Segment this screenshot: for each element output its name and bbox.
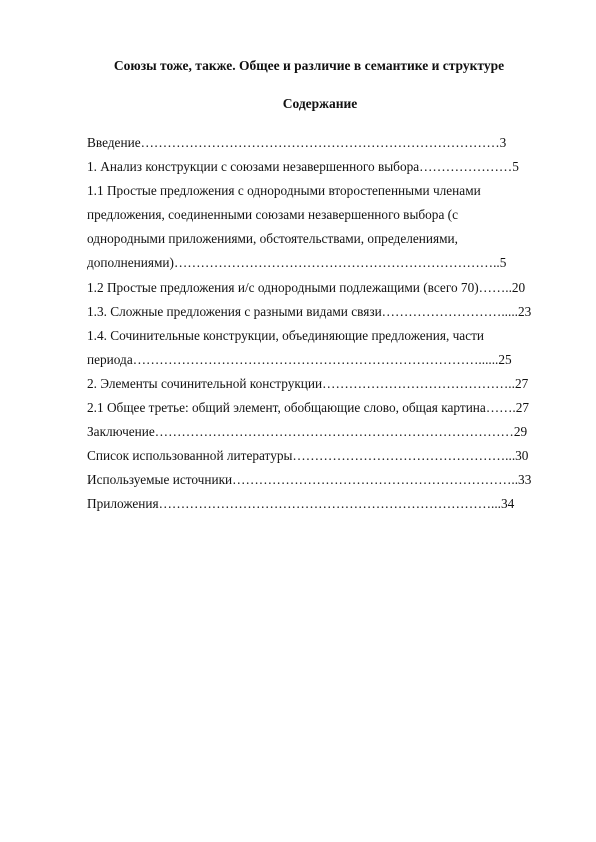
toc-line: 1. Анализ конструкции с союзами незавершенного выбора…………………5 (87, 159, 519, 175)
toc-line: однородными приложениями, обстоятельствами, определениями, (87, 231, 458, 247)
toc-line: дополнениями)………………………………………………………………..5 (87, 255, 507, 271)
document-title: Союзы тоже, также. Общее и различие в семантике и структуре (113, 58, 505, 73)
toc-line: Список использованной литературы…………………………………………...30 (87, 448, 529, 464)
toc-line: 2.1 Общее третье: общий элемент, обобщающие слово, общая картина…….27 (87, 400, 530, 416)
toc-line: 1.4. Сочинительные конструкции, объединяющие предложения, части (87, 327, 485, 343)
toc-line: 2. Элементы сочинительной конструкции……………………………………..27 (87, 375, 529, 391)
toc-line: 1.2 Простые предложения и/с однородными подлежащими (всего 70)……..20 (87, 279, 526, 295)
table-of-contents (87, 131, 550, 517)
toc-line: 1.1 Простые предложения с однородными второстепенными членами (87, 183, 481, 199)
toc-line: Используемые источники………………………………………………………..33 (87, 472, 532, 488)
toc-line: Приложения…………………………………………………………………...34 (87, 496, 515, 512)
toc-line: Заключение………………………………………………………………………29 (87, 424, 528, 440)
toc-heading: Содержание (282, 96, 358, 111)
toc-line: периода……………………………………………………………………......25 (87, 351, 512, 367)
toc-line: 1.3. Сложные предложения с разными видами связи……………………….....23 (87, 303, 532, 319)
toc-line: Введение………………………………………………………………………3 (87, 135, 507, 150)
toc-line: предложения, соединенными союзами незавершенного выбора (с (87, 207, 459, 223)
